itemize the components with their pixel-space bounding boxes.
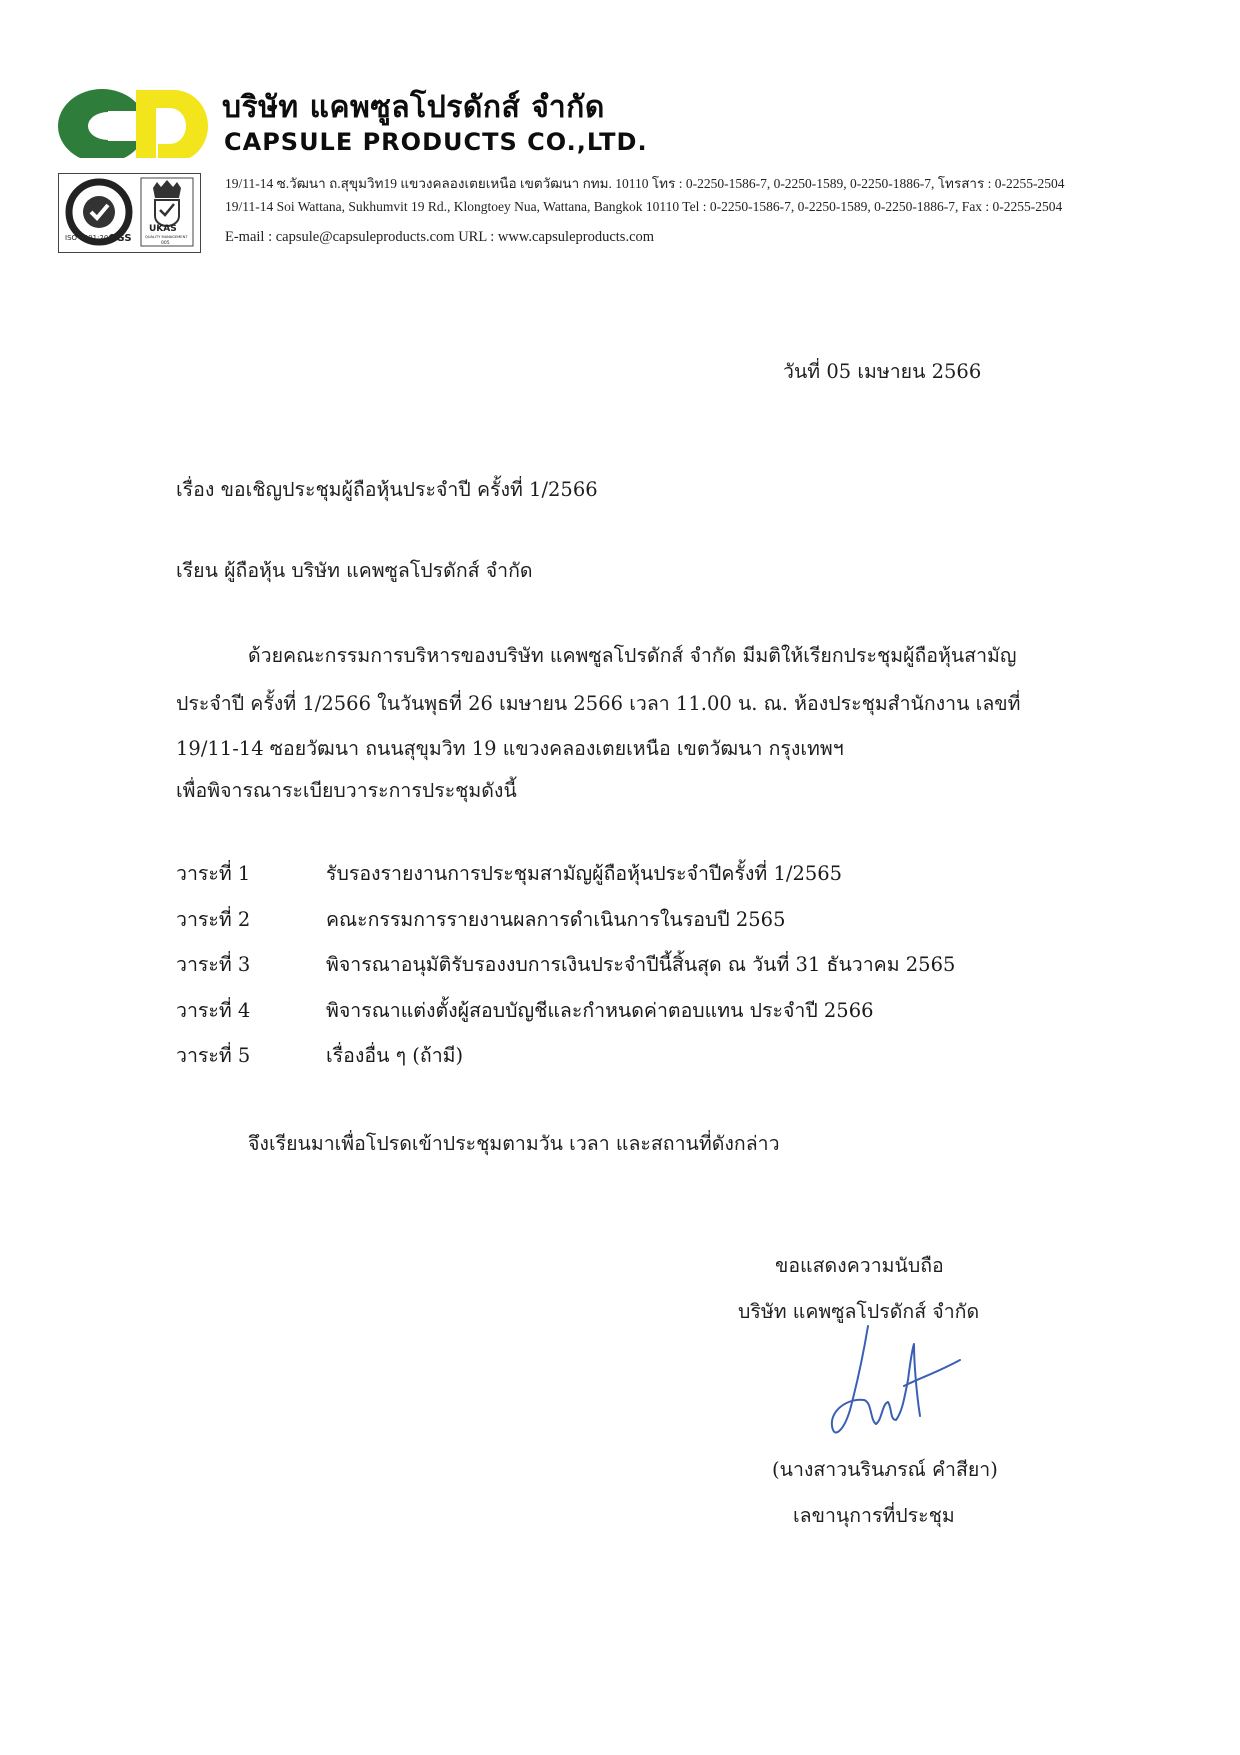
paragraph-line: เพื่อพิจารณาระเบียบวาระการประชุมดังนี้: [176, 779, 517, 802]
company-name-th: บริษัท แคพซูลโปรดักส์ จำกัด: [222, 90, 605, 125]
ukas-no: 005: [161, 241, 170, 246]
ukas-text: UKAS: [149, 224, 177, 234]
agenda-text: พิจารณาอนุมัติรับรองงบการเงินประจำปีนี้สิ้นสุด ณ วันที่ 31 ธันวาคม 2565: [326, 953, 956, 976]
paragraph-line: ด้วยคณะกรรมการบริหารของบริษัท แคพซูลโปรดักส์ จำกัด มีมติให้เรียกประชุมผู้ถือหุ้นสามัญ: [248, 644, 1017, 667]
agenda-text: รับรองรายงานการประชุมสามัญผู้ถือหุ้นประจำปีครั้งที่ 1/2565: [326, 862, 843, 885]
letter-date: วันที่ 05 เมษายน 2566: [783, 360, 982, 383]
company-logo: [58, 88, 208, 164]
certification-icon: [59, 174, 200, 252]
agenda-number: วาระที่ 4: [176, 998, 251, 1022]
address-thai: 19/11-14 ซ.วัฒนา ถ.สุขุมวิท19 แขวงคลองเตยเหนือ เขตวัฒนา กทม. 10110 โทร : 0-2250-1586-7, 0-2250-1589, 0-2250-1886-7, โทรสาร : 0-2255-2504: [225, 176, 1065, 191]
agenda-number: วาระที่ 2: [176, 907, 251, 931]
paragraph-line: 19/11-14 ซอยวัฒนา ถนนสุขุมวิท 19 แขวงคลองเตยเหนือ เขตวัฒนา กรุงเทพฯ: [176, 737, 844, 760]
signatory-name: (นางสาวนรินภรณ์ คำสียา): [772, 1458, 998, 1481]
signatory-title: เลขานุการที่ประชุม: [793, 1504, 955, 1527]
iso-text: ISO 9001:2000: [65, 234, 118, 242]
letter-subject: เรื่อง ขอเชิญประชุมผู้ถือหุ้นประจำปี ครั้งที่ 1/2566: [176, 478, 598, 501]
signature-company: บริษัท แคพซูลโปรดักส์ จำกัด: [738, 1300, 980, 1323]
paragraph-line: ประจำปี ครั้งที่ 1/2566 ในวันพุธที่ 26 เมษายน 2566 เวลา 11.00 น. ณ. ห้องประชุมสำนักงาน เลขที่: [176, 692, 1021, 715]
certification-badges: [58, 173, 201, 253]
agenda-number: วาระที่ 1: [176, 862, 251, 885]
agenda-number: วาระที่ 3: [176, 953, 251, 976]
closing-line: จึงเรียนมาเพื่อโปรดเข้าประชุมตามวัน เวลา และสถานที่ดังกล่าว: [248, 1132, 780, 1155]
signature-regards: ขอแสดงความนับถือ: [775, 1254, 944, 1277]
company-name-en: CAPSULE PRODUCTS CO.,LTD.: [224, 128, 648, 156]
letter-recipient: เรียน ผู้ถือหุ้น บริษัท แคพซูลโปรดักส์ จำกัด: [176, 559, 533, 582]
handwritten-signature: [820, 1320, 970, 1460]
contact-info: E-mail : capsule@capsuleproducts.com URL : www.capsuleproducts.com: [225, 229, 655, 245]
agenda-text: พิจารณาแต่งตั้งผู้สอบบัญชีและกำหนดค่าตอบแทน ประจำปี 2566: [326, 998, 874, 1022]
agenda-text: เรื่องอื่น ๆ (ถ้ามี): [326, 1044, 464, 1067]
agenda-text: คณะกรรมการรายงานผลการดำเนินการในรอบปี 2565: [326, 907, 786, 931]
ukas-sub: QUALITY MANAGEMENT: [145, 235, 188, 239]
sgs-text: SGS: [109, 233, 132, 244]
agenda-number: วาระที่ 5: [176, 1044, 251, 1067]
address-english: 19/11-14 Soi Wattana, Sukhumvit 19 Rd., Klongtoey Nua, Wattana, Bangkok 10110 Tel : 0-2250-1586-7, 0-2250-1589, 0-2250-1886-7, Fax : 0-2255-2504: [225, 199, 1063, 214]
